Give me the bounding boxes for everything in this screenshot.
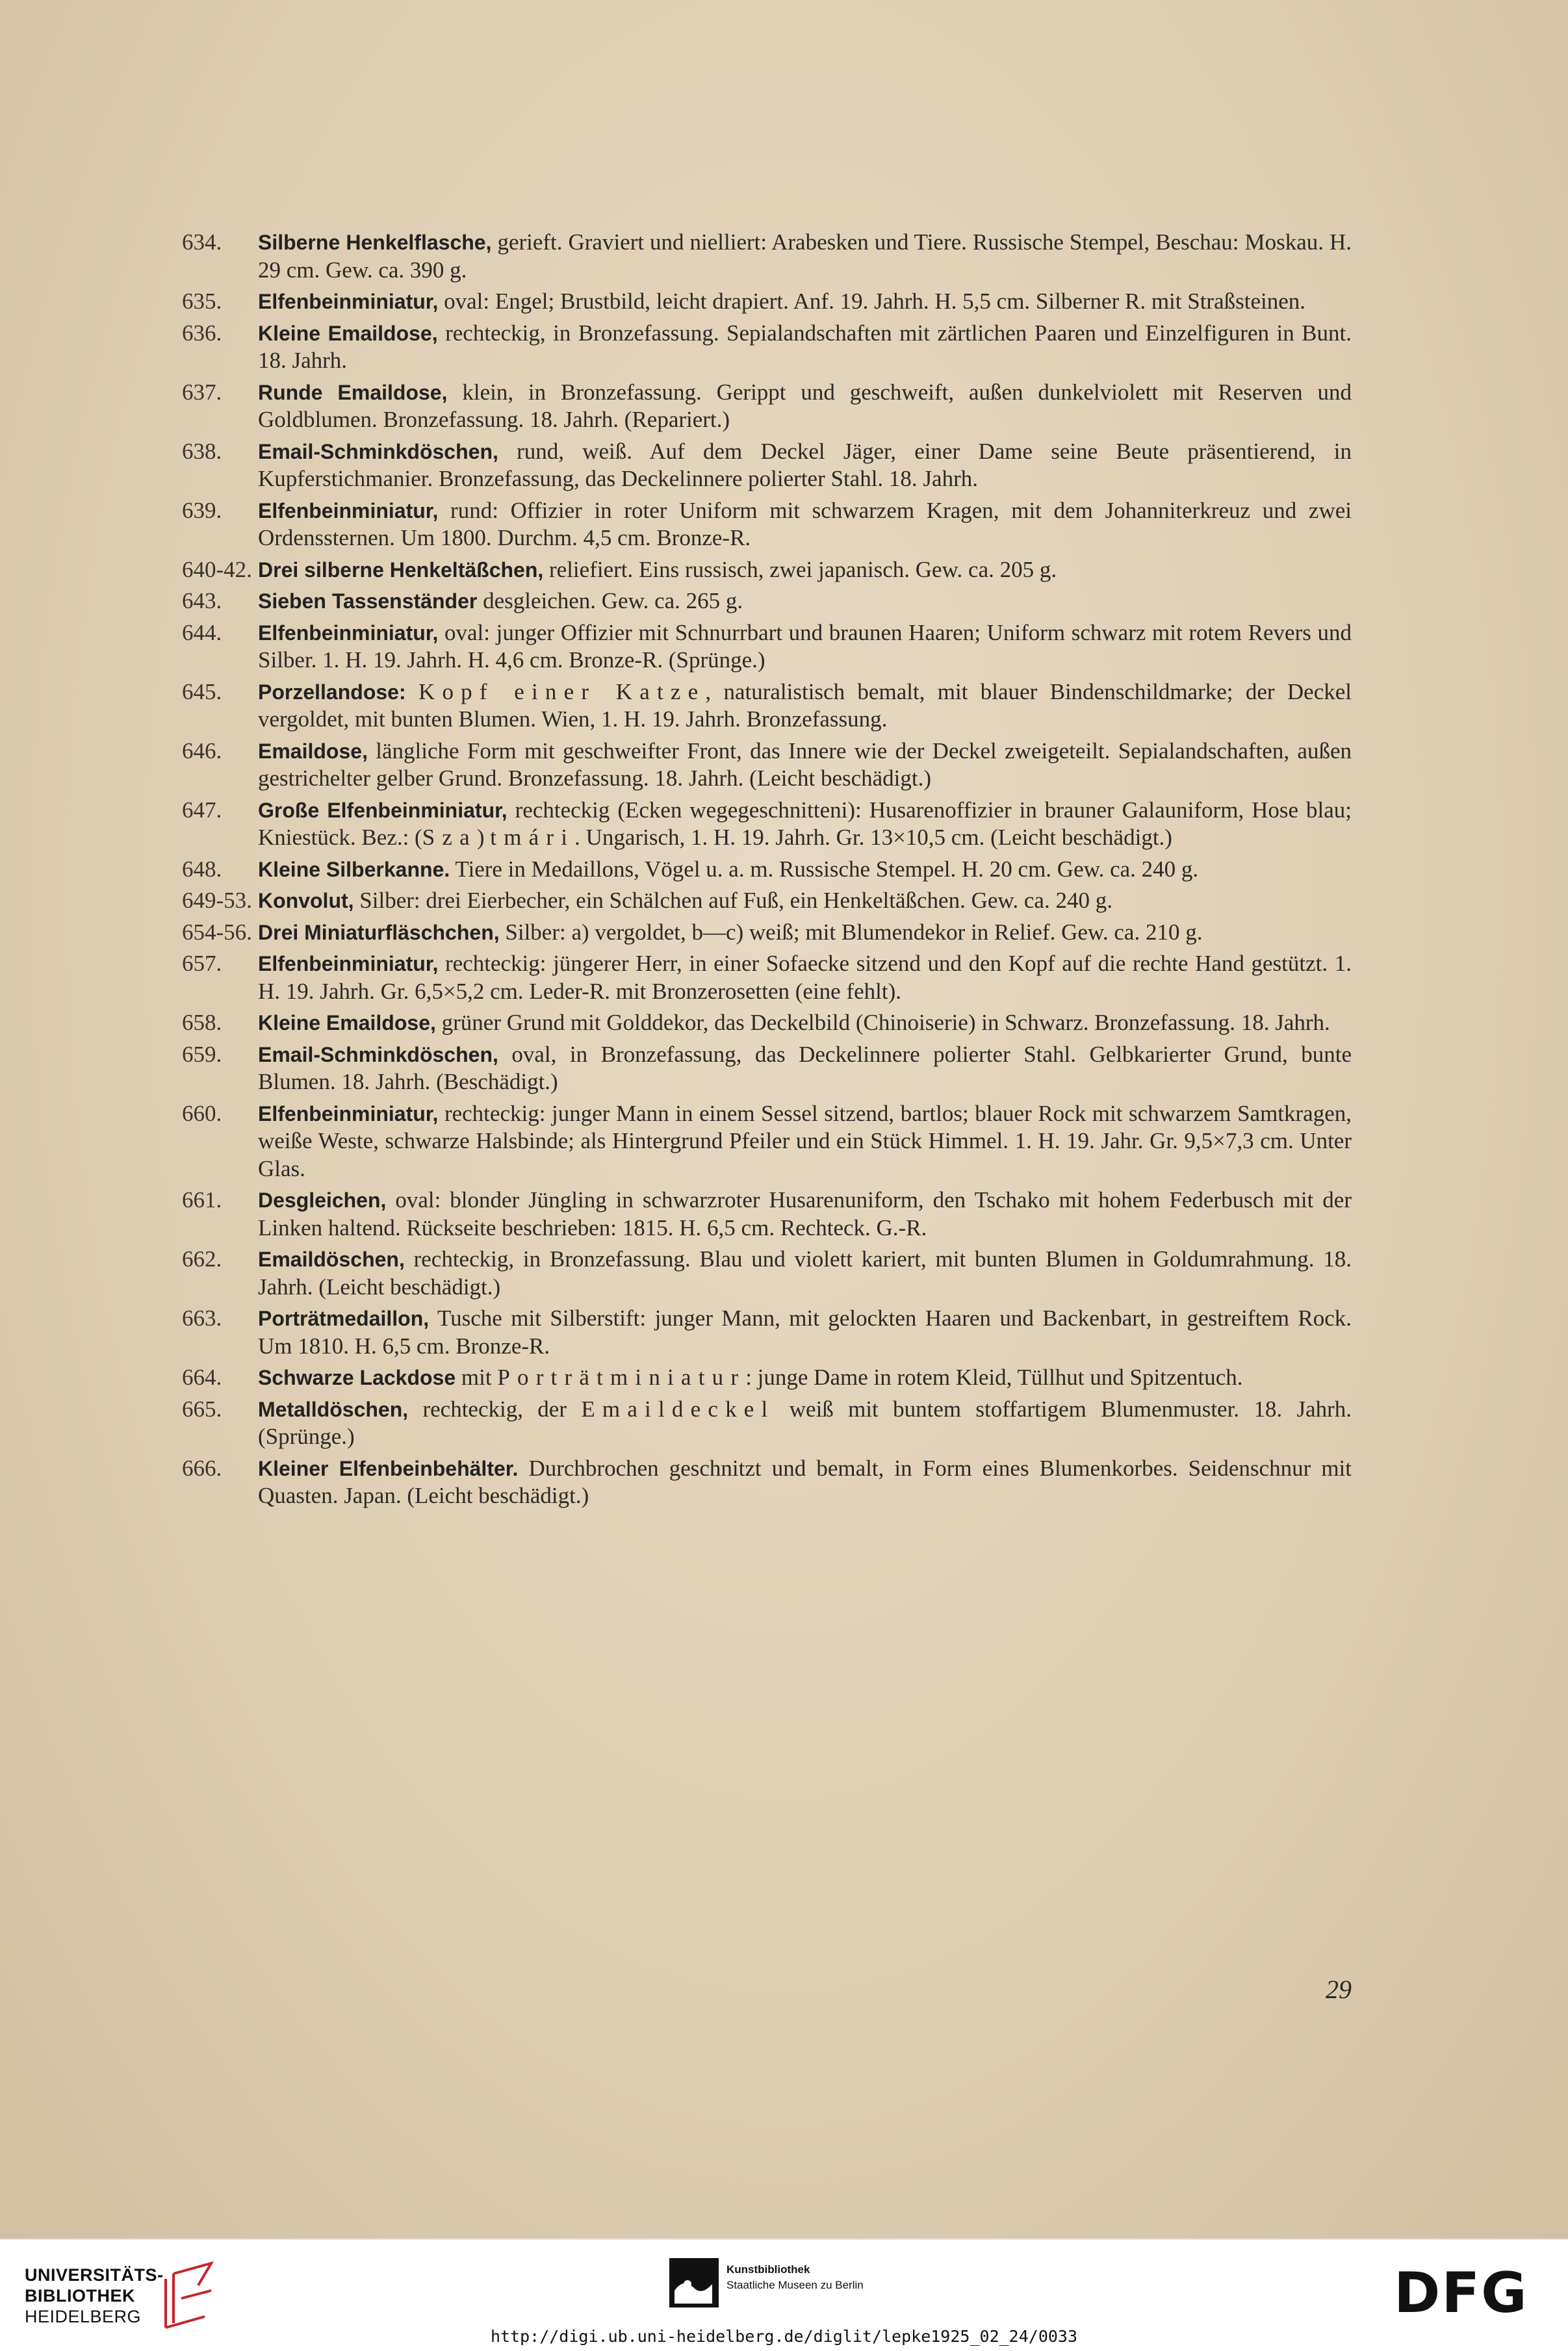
kunstbibliothek-logo-icon[interactable] <box>669 2258 721 2310</box>
entry-description: reliefiert. Eins russisch, zwei japanisch. Gew. ca. 205 g. <box>543 556 1057 582</box>
entry-number: 661. <box>182 1187 222 1213</box>
entry-description: Tusche mit Silberstift: junger Mann, mit gelockten Haaren und Backenbart, in gestreiftem Rock. Um 1810. H. 6,5 cm. Bronze-R. <box>258 1305 1352 1359</box>
entry-description: oval: Engel; Brustbild, leicht drapiert. Anf. 19. Jahrh. H. 5,5 cm. Silberner R. mit Straßsteinen. <box>438 289 1306 314</box>
entry-description: rechteckig: junger Mann in einem Sessel sitzend, bartlos; blauer Rock mit schwarzem Samtkragen, weiße Weste, schwarze Halsbinde; als Hintergrund Pfeiler und ein Stück Himmel. 1. H. 19. Jahr. Gr. 9,5×7,3 cm. Unter Glas. <box>258 1100 1352 1181</box>
entry-description: rechteckig: jüngerer Herr, in einer Sofaecke sitzend und den Kopf auf die rechte Hand gestützt. 1. H. 19. Jahrh. Gr. 6,5×5,2 cm. Leder-R. mit Bronzerosetten (eine fehlt). <box>258 951 1352 1004</box>
catalog-entry <box>182 1364 1352 1392</box>
entry-number: 663. <box>182 1305 222 1331</box>
page-number: 29 <box>1326 1975 1352 2004</box>
entry-number: 657. <box>182 951 222 976</box>
entry-spaced-text: Emaildeckel <box>581 1396 775 1422</box>
entry-title: Email-Schminkdöschen, <box>258 1042 498 1066</box>
entry-spaced-text: tmári <box>490 825 575 850</box>
catalog-entry <box>182 1246 1352 1301</box>
entry-description: grüner Grund mit Golddekor, das Deckelbild (Chinoiserie) in Schwarz. Bronzefassung. 18. Jahrh. <box>435 1010 1330 1035</box>
entry-title: Porträtmedaillon, <box>258 1307 430 1330</box>
entry-description: ) <box>476 825 491 850</box>
entry-number: 645. <box>182 678 222 704</box>
entry-title: Kleiner Elfenbeinbehälter. <box>258 1456 519 1480</box>
entry-spaced-text: Kopf einer Katze <box>418 678 706 704</box>
entry-title: Email-Schminkdöschen, <box>258 439 498 463</box>
catalog-entry <box>182 320 1352 375</box>
entry-title: Große Elfenbeinminiatur, <box>258 798 508 822</box>
permalink-url[interactable]: http://digi.ub.uni-heidelberg.de/diglit/lepke1925_02_24/0033 <box>490 2327 1078 2346</box>
ub-heidelberg-logo[interactable] <box>25 2265 164 2327</box>
entry-number: 648. <box>182 856 222 882</box>
entry-title: Kleine Emaildose, <box>258 321 438 345</box>
catalog-entry <box>182 556 1352 584</box>
catalog-entry <box>182 587 1352 615</box>
entry-number: 658. <box>182 1010 222 1035</box>
entry-title: Drei Miniaturfläschchen, <box>258 920 500 944</box>
entry-description: desgleichen. Gew. ca. 265 g. <box>477 588 743 613</box>
catalog-entry <box>182 1041 1352 1096</box>
entry-number: 666. <box>182 1455 222 1481</box>
entry-description: rechteckig, in Bronzefassung. Sepialandschaften mit zärtlichen Paaren und Einzelfiguren in Bunt. 18. Jahrh. <box>258 320 1352 373</box>
entry-title: Schwarze Lackdose <box>258 1366 456 1389</box>
entry-number: 636. <box>182 320 222 346</box>
catalog-entry <box>182 1009 1352 1037</box>
entry-description: rechteckig (Ecken wegegeschnitteni): Husarenoffizier in brauner Galauniform, Hose blau; Kniestück. Bez.: ( <box>258 797 1352 850</box>
kunstbibliothek-text <box>726 2262 864 2293</box>
catalog-entry <box>182 919 1352 947</box>
entry-number: 649-53. <box>182 888 252 913</box>
entry-description: Silber: a) vergoldet, b—c) weiß; mit Blumendekor in Relief. Gew. ca. 210 g. <box>499 919 1203 945</box>
entry-description: oval: junger Offizier mit Schnurrbart und braunen Haaren; Uniform schwarz mit rotem Revers und Silber. 1. H. 19. Jahrh. H. 4,6 cm. Bronze-R. (Sprünge.) <box>258 619 1352 673</box>
entry-number: 635. <box>182 289 222 314</box>
entry-description: rund: Offizier in roter Uniform mit schwarzem Kragen, mit dem Johanniterkreuz und zwei Ordenssternen. Um 1800. Durchm. 4,5 cm. Bronze-R. <box>258 497 1352 550</box>
entry-title: Porzellandose: <box>258 680 406 704</box>
entry-description: rund, weiß. Auf dem Deckel Jäger, einer Dame seine Beute präsentierend, in Kupferstichmanier. Bronzefassung, das Deckelinnere polierter Stahl. 18. Jahrh. <box>258 438 1352 491</box>
ub-heidelberg-mark-icon <box>159 2259 218 2331</box>
entry-number: 639. <box>182 497 222 523</box>
entry-description: , naturalistisch bemalt, mit blauer Bindenschildmarke; der Deckel vergoldet, mit bunten Blumen. Wien, 1. H. 19. Jahrh. Bronzefassung. <box>258 678 1352 732</box>
entry-spaced-text: Porträtminiatur <box>497 1365 746 1390</box>
entry-description: rechteckig, der <box>408 1396 582 1422</box>
entry-title: Sieben Tassenständer <box>258 589 478 613</box>
catalog-entry <box>182 288 1352 316</box>
entry-title: Kleine Emaildose, <box>258 1011 436 1034</box>
catalog-entry <box>182 619 1352 674</box>
catalog-entry <box>182 738 1352 793</box>
ub-logo-line-3: HEIDELBERG <box>25 2307 142 2326</box>
entry-title: Konvolut, <box>258 889 354 912</box>
entry-description: Durchbrochen geschnitzt und bemalt, in Form eines Blumenkorbes. Seidenschnur mit Quasten. Japan. (Leicht beschädigt.) <box>258 1455 1352 1508</box>
entry-title: Elfenbeinminiatur, <box>258 1101 439 1125</box>
catalog-entry <box>182 950 1352 1005</box>
ub-logo-line-1: UNIVERSITÄTS- <box>25 2265 164 2285</box>
catalog-entry <box>182 497 1352 552</box>
entry-description: : junge Dame in rotem Kleid, Tüllhut und Spitzentuch. <box>745 1365 1243 1390</box>
entry-description: oval: blonder Jüngling in schwarzroter Husarenuniform, den Tschako mit hohem Federbusch mit der Linken haltend. Rückseite beschrieben: 1815. H. 6,5 cm. Rechteck. G.-R. <box>258 1187 1352 1240</box>
entry-description: klein, in Bronzefassung. Gerippt und geschweift, außen dunkelviolett mit Reserven und Goldblumen. Bronzefassung. 18. Jahrh. (Repariert.) <box>258 379 1352 432</box>
entry-title: Silberne Henkelflasche, <box>258 231 492 254</box>
entry-number: 634. <box>182 229 222 255</box>
entry-description: . Ungarisch, 1. H. 19. Jahrh. Gr. 13×10,5 cm. (Leicht beschädigt.) <box>574 825 1172 850</box>
catalog-entry <box>182 229 1352 284</box>
catalog-entry <box>182 1396 1352 1451</box>
entry-title: Desgleichen, <box>258 1188 387 1212</box>
catalog-entry <box>182 379 1352 434</box>
catalog-entry <box>182 1187 1352 1242</box>
entry-title: Emaildose, <box>258 739 368 763</box>
entry-description: mit <box>456 1365 498 1390</box>
entry-description: rechteckig, in Bronzefassung. Blau und violett kariert, mit bunten Blumen in Goldumrahmung. 18. Jahrh. (Leicht beschädigt.) <box>258 1246 1352 1300</box>
entry-number: 646. <box>182 738 222 764</box>
entry-title: Drei silberne Henkeltäßchen, <box>258 558 544 582</box>
entry-title: Elfenbeinminiatur, <box>258 621 439 645</box>
kunstbibliothek-subtitle: Staatliche Museen zu Berlin <box>726 2279 864 2291</box>
catalog-entry <box>182 887 1352 915</box>
entry-title: Runde Emaildose, <box>258 380 448 404</box>
entry-number: 660. <box>182 1100 222 1126</box>
footer-bar <box>0 2239 1568 2351</box>
catalog-entry <box>182 856 1352 884</box>
catalog-entry <box>182 678 1352 734</box>
catalog-entry <box>182 1100 1352 1183</box>
entry-number: 665. <box>182 1396 222 1422</box>
dfg-logo[interactable]: DFG <box>1394 2261 1528 2326</box>
kunstbibliothek-name: Kunstbibliothek <box>726 2263 810 2276</box>
entry-number: 659. <box>182 1041 222 1067</box>
entry-number: 647. <box>182 797 222 823</box>
entry-title: Elfenbeinminiatur, <box>258 952 439 975</box>
entry-number: 637. <box>182 379 222 405</box>
entry-number: 640-42. <box>182 556 252 582</box>
entry-title: Emaildöschen, <box>258 1248 405 1271</box>
entry-description: weiß mit buntem stoffartigem Blumenmuster. 18. Jahrh. (Sprünge.) <box>258 1396 1352 1449</box>
entry-number: 654-56. <box>182 919 252 945</box>
entry-number: 662. <box>182 1246 222 1272</box>
catalog-entry <box>182 1305 1352 1360</box>
catalog-entry <box>182 797 1352 852</box>
entry-title: Elfenbeinminiatur, <box>258 290 439 313</box>
entry-description: Tiere in Medaillons, Vögel u. a. m. Russische Stempel. H. 20 cm. Gew. ca. 240 g. <box>450 856 1199 882</box>
entry-title: Elfenbeinminiatur, <box>258 498 439 522</box>
entry-description: längliche Form mit geschweifter Front, das Innere wie der Deckel zweigeteilt. Sepialandschaften, außen gestrichelter gelber Grund. Bronzefassung. 18. Jahrh. (Leicht beschädigt.) <box>258 738 1352 791</box>
catalog-entry <box>182 1455 1352 1510</box>
ub-logo-line-2: BIBLIOTHEK <box>25 2286 135 2306</box>
entry-spaced-text: Sza <box>422 825 477 850</box>
entry-title: Metalldöschen, <box>258 1397 409 1421</box>
entry-number: 644. <box>182 619 222 645</box>
entry-number: 643. <box>182 588 222 613</box>
entry-description: gerieft. Graviert und nielliert: Arabesken und Tiere. Russische Stempel, Beschau: Moskau. H. 29 cm. Gew. ca. 390 g. <box>258 229 1352 283</box>
catalog-entry <box>182 438 1352 493</box>
entry-description <box>406 679 418 704</box>
entry-number: 664. <box>182 1365 222 1390</box>
catalog-entries <box>182 229 1352 1514</box>
entry-description: oval, in Bronzefassung, das Deckelinnere polierter Stahl. Gelbkarierter Grund, bunte Blumen. 18. Jahrh. (Beschädigt.) <box>258 1041 1352 1094</box>
entry-number: 638. <box>182 438 222 464</box>
entry-title: Kleine Silberkanne. <box>258 857 450 881</box>
entry-description: Silber: drei Eierbecher, ein Schälchen auf Fuß, ein Henkeltäßchen. Gew. ca. 240 g. <box>353 888 1112 913</box>
